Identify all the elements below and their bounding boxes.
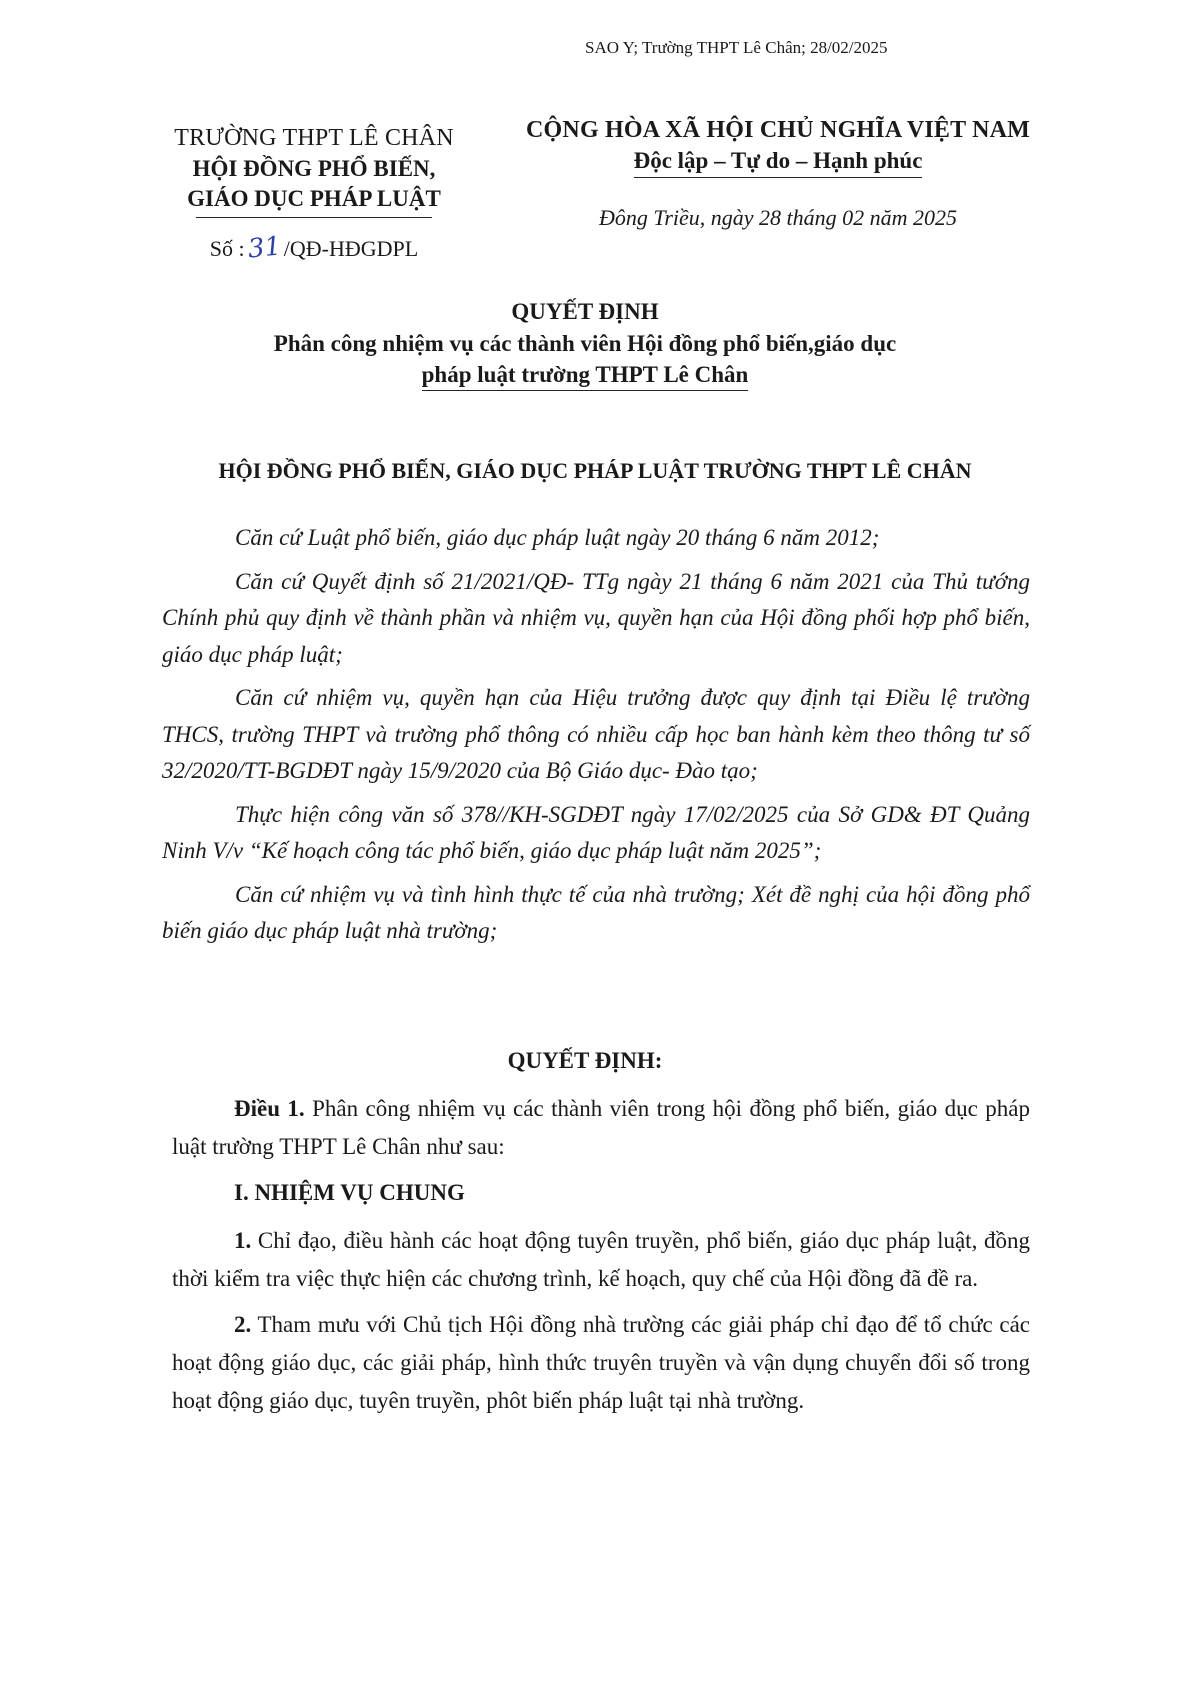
handwritten-number: 31 bbox=[246, 231, 283, 265]
legal-basis-item: Căn cứ Quyết định số 21/2021/QĐ- TTg ngày 21 tháng 6 năm 2021 của Thủ tướng Chính phủ quy định về thành phần và nhiệm vụ, quyền hạn của Hội đồng phối hợp phổ biến, giáo dục pháp luật; bbox=[162, 568, 1030, 667]
place-and-date: Đông Triều, ngày 28 tháng 02 năm 2025 bbox=[598, 205, 958, 230]
national-motto: Độc lập – Tự do – Hạnh phúc bbox=[634, 146, 923, 178]
document-subject-line2: pháp luật trường THPT Lê Chân bbox=[422, 360, 749, 391]
legal-basis-item: Thực hiện công văn số 378//KH-SGDĐT ngày 17/02/2025 của Sở GD& ĐT Quảng Ninh V/v “Kế hoạch công tác phổ biến, giáo dục pháp luật năm 2025”; bbox=[162, 801, 1030, 863]
duty-item bbox=[172, 1306, 1030, 1420]
council-name-line2: GIÁO DỤC PHÁP LUẬT bbox=[187, 186, 441, 211]
document-number bbox=[148, 231, 480, 265]
decision-body bbox=[172, 1090, 1030, 1428]
school-name: TRƯỜNG THPT LÊ CHÂN bbox=[174, 125, 454, 151]
issuing-authority: HỘI ĐỒNG PHỔ BIẾN, GIÁO DỤC PHÁP LUẬT TRƯỜNG THPT LÊ CHÂN bbox=[218, 458, 972, 483]
legal-basis-item: Căn cứ nhiệm vụ và tình hình thực tế của nhà trường; Xét đề nghị của hội đồng phổ biến giáo dục pháp luật nhà trường; bbox=[162, 881, 1030, 943]
article-1-text: Phân công nhiệm vụ các thành viên trong hội đồng phổ biến, giáo dục pháp luật trường THPT Lê Chân như sau: bbox=[172, 1096, 1031, 1159]
duty-item-text: Chỉ đạo, điều hành các hoạt động tuyên truyền, phổ biến, giáo dục pháp luật, đồng thời kiểm tra việc thực hiện các chương trình, kế hoạch, quy chế của Hội đồng đã đề ra. bbox=[172, 1228, 1030, 1291]
document-number-prefix: Số : bbox=[209, 236, 245, 261]
section-heading: I. NHIỆM VỤ CHUNG bbox=[234, 1180, 465, 1205]
council-name-line1: HỘI ĐỒNG PHỔ BIẾN, bbox=[192, 156, 436, 181]
duty-item-text: Tham mưu với Chủ tịch Hội đồng nhà trường các giải pháp chỉ đạo để tổ chức các hoạt động giáo dục, các giải pháp, hình thức truyên truyền và vận dụng chuyển đổi số trong hoạt động giáo dục, tuyên truyền, phôt biến pháp luật tại nhà trường. bbox=[172, 1312, 1030, 1413]
document-subject-line1: Phân công nhiệm vụ các thành viên Hội đồng phổ biến,giáo dục bbox=[273, 331, 897, 356]
copy-stamp: SAO Y; Trường THPT Lê Chân; 28/02/2025 bbox=[585, 38, 888, 57]
legal-basis bbox=[162, 520, 1030, 957]
header-divider bbox=[196, 217, 432, 218]
article-1 bbox=[172, 1090, 1030, 1166]
national-header bbox=[518, 114, 1038, 232]
legal-basis-item: Căn cứ nhiệm vụ, quyền hạn của Hiệu trưởng được quy định tại Điều lệ trường THCS, trường THPT và trường phổ thông có nhiều cấp học ban hành kèm theo thông tư số 32/2020/TT-BGDĐT ngày 15/9/2020 của Bộ Giáo dục- Đào tạo; bbox=[162, 685, 1030, 783]
legal-basis-item: Căn cứ Luật phổ biến, giáo dục pháp luật ngày 20 tháng 6 năm 2012; bbox=[235, 525, 880, 550]
duty-item-number: 2. bbox=[234, 1312, 252, 1337]
issuing-body-header bbox=[148, 122, 480, 263]
document-kind: QUYẾT ĐỊNH bbox=[511, 299, 659, 324]
document-number-suffix: /QĐ-HĐGDPL bbox=[283, 236, 419, 261]
duty-item bbox=[172, 1222, 1030, 1298]
document-title bbox=[150, 297, 1020, 391]
nation-name: CỘNG HÒA XÃ HỘI CHỦ NGHĨA VIỆT NAM bbox=[526, 117, 1030, 143]
decision-heading: QUYẾT ĐỊNH: bbox=[507, 1048, 663, 1073]
article-1-label: Điều 1. bbox=[234, 1096, 305, 1121]
duty-item-number: 1. bbox=[234, 1228, 252, 1253]
